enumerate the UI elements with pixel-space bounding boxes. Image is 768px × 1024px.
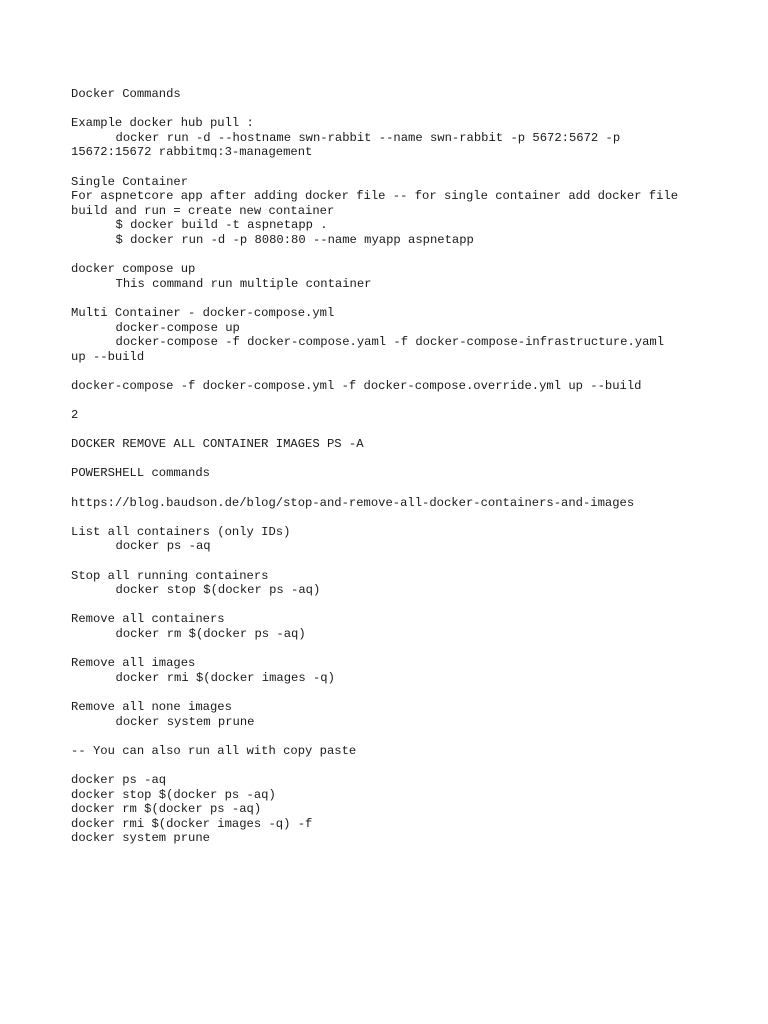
text-line: List all containers (only IDs) — [71, 524, 291, 539]
text-line: docker stop $(docker ps -aq) — [115, 583, 321, 598]
text-line: docker ps -aq — [71, 772, 167, 787]
text-line: docker-compose up — [115, 320, 240, 335]
text-line: 15672:15672 rabbitmq:3-management — [71, 145, 313, 160]
blank-line — [71, 364, 751, 379]
text-line: $ docker build -t aspnetapp . — [115, 218, 328, 233]
text-line: 2 — [71, 408, 79, 423]
text-line: docker compose up — [71, 262, 196, 277]
blank-line — [71, 642, 751, 657]
text-line: docker-compose -f docker-compose.yaml -f docker-compose-infrastructure.yaml — [115, 335, 665, 350]
text-line: docker-compose -f docker-compose.yml -f docker-compose.override.yml up --build — [71, 378, 642, 393]
blank-line — [71, 102, 751, 117]
text-line: $ docker run -d -p 8080:80 --name myapp aspnetapp — [115, 232, 474, 247]
text-line: Single Container — [71, 174, 189, 189]
blank-line — [71, 481, 751, 496]
text-line: Example docker hub pull : — [71, 116, 254, 131]
blank-line — [71, 291, 751, 306]
text-line: docker system prune — [115, 714, 255, 729]
document-page — [71, 87, 751, 846]
text-line: docker system prune — [71, 831, 210, 846]
text-line: Remove all images — [71, 656, 196, 671]
text-line: docker rm $(docker ps -aq) — [115, 626, 306, 641]
text-line: docker rm $(docker ps -aq) — [71, 802, 262, 817]
text-line: https://blog.baudson.de/blog/stop-and-remove-all-docker-containers-and-images — [71, 495, 635, 510]
text-line: Remove all containers — [71, 612, 225, 627]
blank-line — [71, 758, 751, 773]
blank-line — [71, 248, 751, 263]
text-line: POWERSHELL commands — [71, 466, 210, 481]
text-line: docker rmi $(docker images -q) — [115, 670, 335, 685]
text-line: docker run -d --hostname swn-rabbit --name swn-rabbit -p 5672:5672 -p — [115, 130, 621, 145]
text-line: Remove all none images — [71, 699, 232, 714]
text-line: Multi Container - docker-compose.yml — [71, 305, 335, 320]
blank-line — [71, 729, 751, 744]
text-line: docker ps -aq — [115, 539, 211, 554]
blank-line — [71, 452, 751, 467]
text-line: This command run multiple container — [115, 276, 372, 291]
blank-line — [71, 510, 751, 525]
text-line: For aspnetcore app after adding docker file -- for single container add docker file — [71, 189, 679, 204]
blank-line — [71, 393, 751, 408]
blank-line — [71, 423, 751, 438]
text-line: DOCKER REMOVE ALL CONTAINER IMAGES PS -A — [71, 437, 364, 452]
text-line: up --build — [71, 349, 145, 364]
text-line: Docker Commands — [71, 87, 181, 101]
blank-line — [71, 160, 751, 175]
text-line: -- You can also run all with copy paste — [71, 743, 357, 758]
blank-line — [71, 685, 751, 700]
blank-line — [71, 554, 751, 569]
text-line: docker rmi $(docker images -q) -f — [71, 816, 313, 831]
text-line: docker stop $(docker ps -aq) — [71, 787, 276, 802]
blank-line — [71, 598, 751, 613]
text-line: build and run = create new container — [71, 203, 335, 218]
text-line: Stop all running containers — [71, 568, 269, 583]
